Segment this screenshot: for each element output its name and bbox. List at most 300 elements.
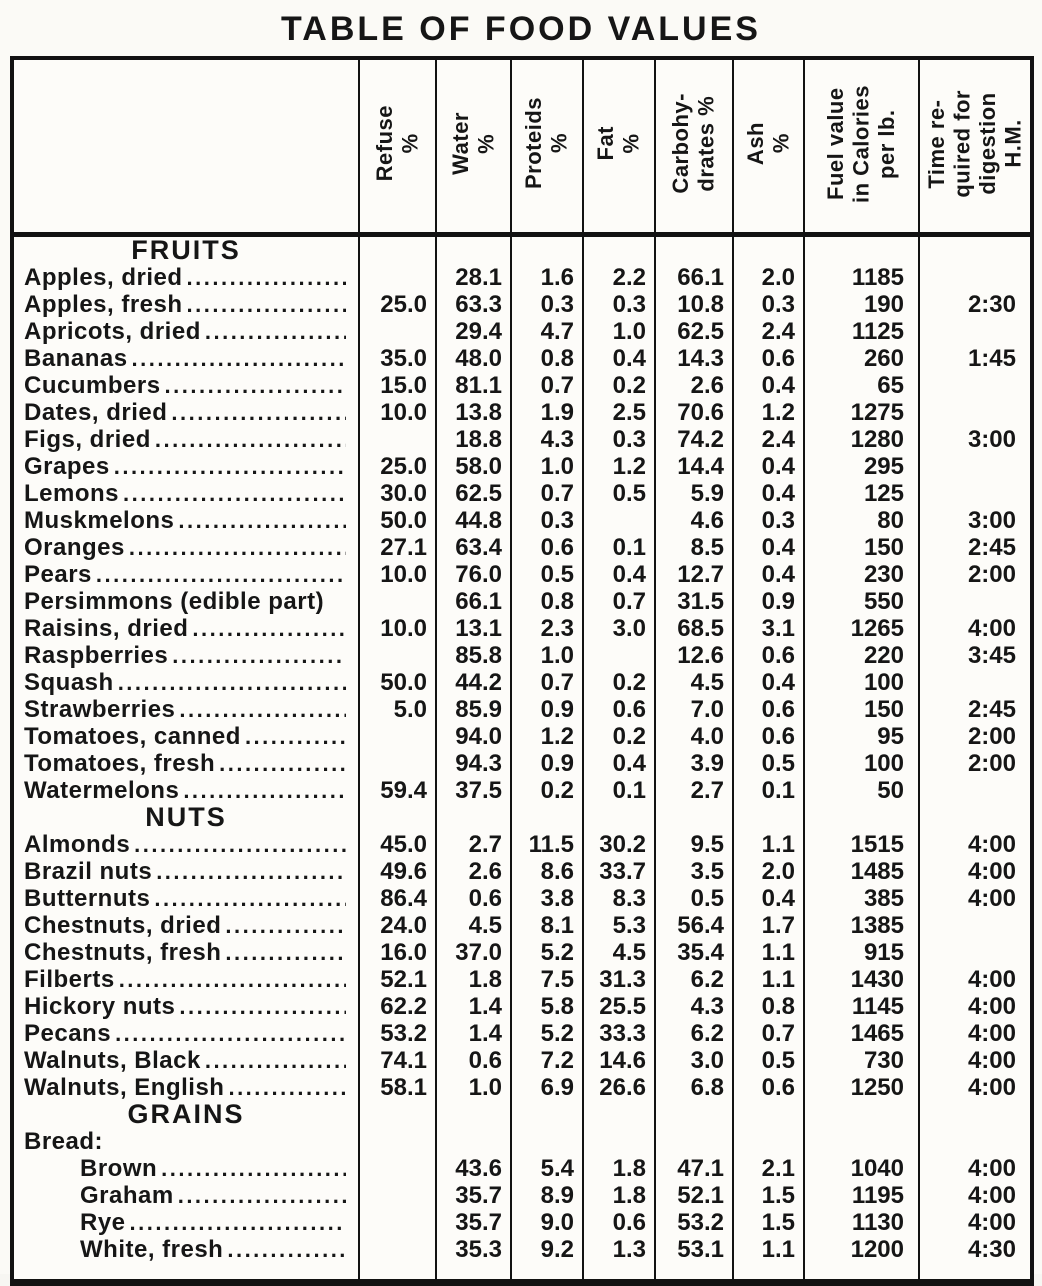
table-row <box>12 534 1032 561</box>
food-name: Hickory nuts <box>24 993 176 1020</box>
section-header-row-fruits <box>12 235 1032 265</box>
value-cell-refuse: 24.0 <box>359 912 436 939</box>
empty-cell <box>436 804 511 831</box>
value-cell-fuel_value: 150 <box>804 534 919 561</box>
empty-cell <box>436 235 511 265</box>
value-cell-fat: 25.5 <box>583 993 655 1020</box>
value-cell-water: 28.1 <box>436 264 511 291</box>
food-name-wrap <box>24 885 346 912</box>
table-header <box>12 58 1032 235</box>
value-cell-digestion_time <box>919 318 1032 345</box>
value-cell-ash: 0.6 <box>733 723 804 750</box>
value-cell-fuel_value: 1385 <box>804 912 919 939</box>
table-row <box>12 939 1032 966</box>
value-cell-fat: 2.5 <box>583 399 655 426</box>
food-name-wrap <box>24 669 346 696</box>
value-cell-water: 35.7 <box>436 1209 511 1236</box>
value-cell-fat: 3.0 <box>583 615 655 642</box>
food-name-cell <box>12 831 359 858</box>
value-cell-proteids: 4.7 <box>511 318 583 345</box>
value-cell-fuel_value: 1130 <box>804 1209 919 1236</box>
food-name-cell <box>12 291 359 318</box>
value-cell-digestion_time: 2:30 <box>919 291 1032 318</box>
value-cell-water: 76.0 <box>436 561 511 588</box>
value-cell-fuel_value: 1485 <box>804 858 919 885</box>
column-header-label-fuel_value: Fuel value in Calories per lb. <box>823 84 900 203</box>
value-cell-ash: 1.1 <box>733 966 804 993</box>
food-name-wrap <box>24 696 346 723</box>
value-cell-digestion_time <box>919 912 1032 939</box>
value-cell-refuse: 27.1 <box>359 534 436 561</box>
food-name: Filberts <box>24 966 115 993</box>
value-cell-fuel_value: 1185 <box>804 264 919 291</box>
value-cell-water: 13.8 <box>436 399 511 426</box>
value-cell-refuse: 25.0 <box>359 453 436 480</box>
dot-leader <box>179 696 346 723</box>
value-cell-fuel_value: 1195 <box>804 1182 919 1209</box>
food-name-cell <box>12 939 359 966</box>
value-cell-proteids: 7.2 <box>511 1047 583 1074</box>
value-cell-fat: 2.2 <box>583 264 655 291</box>
value-cell-digestion_time: 3:45 <box>919 642 1032 669</box>
value-cell-digestion_time <box>919 588 1032 615</box>
value-cell-fat: 1.3 <box>583 1236 655 1263</box>
food-name-wrap <box>24 615 346 642</box>
value-cell-water: 43.6 <box>436 1155 511 1182</box>
value-cell-fat: 0.6 <box>583 1209 655 1236</box>
value-cell-fat: 14.6 <box>583 1047 655 1074</box>
column-header-label-digestion_time: Time re- quired for digestion H.M. <box>923 89 1026 198</box>
dot-leader <box>119 966 346 993</box>
food-name: Dates, dried <box>24 399 168 426</box>
value-cell-fat: 0.4 <box>583 345 655 372</box>
value-cell-fuel_value: 1430 <box>804 966 919 993</box>
column-header-fat <box>583 58 655 235</box>
value-cell-ash: 1.1 <box>733 831 804 858</box>
value-cell-refuse: 35.0 <box>359 345 436 372</box>
empty-cell <box>804 235 919 265</box>
value-cell-digestion_time: 4:00 <box>919 615 1032 642</box>
value-cell-fat: 0.3 <box>583 291 655 318</box>
dot-leader <box>132 345 346 372</box>
column-header-carbohydrates <box>655 58 733 235</box>
value-cell-proteids: 0.2 <box>511 777 583 804</box>
empty-cell <box>655 804 733 831</box>
value-cell-ash: 0.6 <box>733 696 804 723</box>
empty-cell <box>733 804 804 831</box>
value-cell-carbohydrates: 5.9 <box>655 480 733 507</box>
dot-leader <box>123 480 346 507</box>
value-cell-fuel_value: 100 <box>804 669 919 696</box>
value-cell-refuse: 59.4 <box>359 777 436 804</box>
value-cell-refuse: 16.0 <box>359 939 436 966</box>
empty-cell <box>511 804 583 831</box>
food-name-cell <box>12 1128 359 1155</box>
value-cell-digestion_time: 2:00 <box>919 723 1032 750</box>
food-name-cell <box>12 318 359 345</box>
dot-leader <box>219 750 346 777</box>
food-name-cell <box>12 993 359 1020</box>
table-row <box>12 1074 1032 1101</box>
value-cell-carbohydrates: 62.5 <box>655 318 733 345</box>
value-cell-water: 85.9 <box>436 696 511 723</box>
food-name-wrap <box>24 291 346 318</box>
value-cell-refuse: 86.4 <box>359 885 436 912</box>
value-cell-fat: 33.3 <box>583 1020 655 1047</box>
value-cell-fuel_value: 50 <box>804 777 919 804</box>
table-row <box>12 885 1032 912</box>
food-name-cell <box>12 453 359 480</box>
value-cell-water: 4.5 <box>436 912 511 939</box>
empty-cell <box>511 235 583 265</box>
value-cell-fuel_value: 80 <box>804 507 919 534</box>
value-cell-water: 81.1 <box>436 372 511 399</box>
value-cell-ash: 0.4 <box>733 534 804 561</box>
column-header-proteids <box>511 58 583 235</box>
value-cell-refuse <box>359 642 436 669</box>
value-cell-digestion_time: 4:00 <box>919 885 1032 912</box>
food-name-wrap <box>24 939 346 966</box>
value-cell-fuel_value: 1250 <box>804 1074 919 1101</box>
food-name: Muskmelons <box>24 507 175 534</box>
value-cell-water: 62.5 <box>436 480 511 507</box>
value-cell-refuse: 62.2 <box>359 993 436 1020</box>
value-cell-digestion_time: 4:30 <box>919 1236 1032 1263</box>
empty-cell <box>511 1101 583 1128</box>
food-name-wrap <box>80 1155 346 1182</box>
value-cell-digestion_time: 1:45 <box>919 345 1032 372</box>
food-name-wrap <box>24 318 346 345</box>
value-cell-digestion_time: 2:45 <box>919 696 1032 723</box>
food-values-table <box>10 56 1034 1286</box>
value-cell-fuel_value: 915 <box>804 939 919 966</box>
spacer-row <box>12 1263 1032 1283</box>
value-cell-ash: 1.2 <box>733 399 804 426</box>
dot-leader <box>115 1020 346 1047</box>
dot-leader <box>129 534 346 561</box>
column-header-digestion_time <box>919 58 1032 235</box>
value-cell-carbohydrates: 14.3 <box>655 345 733 372</box>
value-cell-refuse <box>359 750 436 777</box>
table-row <box>12 696 1032 723</box>
value-cell-ash: 1.7 <box>733 912 804 939</box>
column-header-label-water: Water % <box>447 112 499 175</box>
empty-cell <box>583 1101 655 1128</box>
food-name-wrap <box>24 777 346 804</box>
value-cell-fuel_value: 1200 <box>804 1236 919 1263</box>
value-cell-proteids: 9.0 <box>511 1209 583 1236</box>
section-title-grains: GRAINS <box>127 1099 245 1129</box>
food-name-cell <box>12 1236 359 1263</box>
value-cell-proteids: 8.1 <box>511 912 583 939</box>
value-cell-water: 66.1 <box>436 588 511 615</box>
value-cell-refuse: 50.0 <box>359 669 436 696</box>
dot-leader <box>134 831 346 858</box>
value-cell-fat: 1.8 <box>583 1155 655 1182</box>
food-name-wrap <box>80 1209 346 1236</box>
value-cell-carbohydrates: 3.5 <box>655 858 733 885</box>
value-cell-proteids: 8.9 <box>511 1182 583 1209</box>
food-name-wrap <box>24 372 346 399</box>
value-cell-carbohydrates: 4.0 <box>655 723 733 750</box>
dot-leader <box>179 993 346 1020</box>
value-cell-refuse: 30.0 <box>359 480 436 507</box>
value-cell-carbohydrates: 12.7 <box>655 561 733 588</box>
empty-cell <box>655 235 733 265</box>
food-name-wrap <box>24 480 346 507</box>
value-cell-water: 44.2 <box>436 669 511 696</box>
value-cell-digestion_time: 2:45 <box>919 534 1032 561</box>
dot-leader <box>171 399 346 426</box>
food-name-cell <box>12 1209 359 1236</box>
value-cell-refuse <box>359 1155 436 1182</box>
value-cell-ash: 0.6 <box>733 1074 804 1101</box>
value-cell-refuse <box>359 1128 436 1155</box>
value-cell-ash: 0.6 <box>733 642 804 669</box>
value-cell-fuel_value: 100 <box>804 750 919 777</box>
value-cell-fuel_value: 1515 <box>804 831 919 858</box>
value-cell-carbohydrates: 31.5 <box>655 588 733 615</box>
dot-leader <box>187 264 346 291</box>
empty-cell <box>583 1263 655 1283</box>
value-cell-fat: 0.4 <box>583 750 655 777</box>
value-cell-water: 29.4 <box>436 318 511 345</box>
value-cell-ash: 2.0 <box>733 264 804 291</box>
food-name: Lemons <box>24 480 120 507</box>
value-cell-fat: 0.6 <box>583 696 655 723</box>
food-name: Brazil nuts <box>24 858 153 885</box>
empty-cell <box>655 1263 733 1283</box>
value-cell-proteids: 1.0 <box>511 642 583 669</box>
value-cell-carbohydrates: 10.8 <box>655 291 733 318</box>
value-cell-fat: 1.8 <box>583 1182 655 1209</box>
value-cell-digestion_time <box>919 372 1032 399</box>
value-cell-ash: 0.3 <box>733 291 804 318</box>
value-cell-proteids: 2.3 <box>511 615 583 642</box>
value-cell-carbohydrates: 53.2 <box>655 1209 733 1236</box>
table-row <box>12 750 1032 777</box>
food-name-wrap <box>24 966 346 993</box>
table-row <box>12 858 1032 885</box>
value-cell-carbohydrates: 66.1 <box>655 264 733 291</box>
food-name-cell <box>12 1047 359 1074</box>
value-cell-ash: 3.1 <box>733 615 804 642</box>
food-name-cell <box>12 642 359 669</box>
column-header-label-ash: Ash % <box>742 121 794 166</box>
column-header-fuel_value <box>804 58 919 235</box>
page-title: TABLE OF FOOD VALUES <box>281 10 761 48</box>
section-header-row-grains <box>12 1101 1032 1128</box>
dot-leader <box>165 372 346 399</box>
dot-leader <box>183 777 346 804</box>
table-row <box>12 1209 1032 1236</box>
value-cell-proteids: 8.6 <box>511 858 583 885</box>
food-name-wrap <box>80 1182 346 1209</box>
value-cell-ash: 0.4 <box>733 480 804 507</box>
value-cell-fuel_value: 1265 <box>804 615 919 642</box>
empty-cell <box>511 1263 583 1283</box>
food-name: White, fresh <box>80 1236 224 1263</box>
food-name-wrap <box>24 993 346 1020</box>
food-name: Squash <box>24 669 114 696</box>
value-cell-proteids: 0.7 <box>511 669 583 696</box>
value-cell-refuse: 53.2 <box>359 1020 436 1047</box>
value-cell-digestion_time: 4:00 <box>919 858 1032 885</box>
value-cell-digestion_time: 4:00 <box>919 1047 1032 1074</box>
value-cell-fat <box>583 642 655 669</box>
value-cell-carbohydrates: 4.6 <box>655 507 733 534</box>
value-cell-fat: 31.3 <box>583 966 655 993</box>
value-cell-digestion_time: 2:00 <box>919 561 1032 588</box>
value-cell-proteids: 6.9 <box>511 1074 583 1101</box>
value-cell-proteids: 1.0 <box>511 453 583 480</box>
food-name: Rye <box>80 1209 126 1236</box>
value-cell-fat: 0.2 <box>583 723 655 750</box>
value-cell-fat: 0.7 <box>583 588 655 615</box>
value-cell-fat: 0.2 <box>583 372 655 399</box>
value-cell-refuse <box>359 1182 436 1209</box>
food-name-cell <box>12 912 359 939</box>
value-cell-proteids: 0.9 <box>511 750 583 777</box>
value-cell-ash: 0.4 <box>733 453 804 480</box>
food-name: Bananas <box>24 345 128 372</box>
empty-cell <box>12 1263 359 1283</box>
dot-leader <box>161 1155 346 1182</box>
value-cell-digestion_time: 4:00 <box>919 1020 1032 1047</box>
dot-leader <box>187 291 346 318</box>
column-header-name <box>12 58 359 235</box>
food-name-cell <box>12 885 359 912</box>
value-cell-carbohydrates: 53.1 <box>655 1236 733 1263</box>
value-cell-ash: 0.4 <box>733 372 804 399</box>
value-cell-ash: 2.4 <box>733 318 804 345</box>
value-cell-fuel_value: 295 <box>804 453 919 480</box>
table-row <box>12 912 1032 939</box>
table-body <box>12 235 1032 1283</box>
value-cell-fuel_value: 65 <box>804 372 919 399</box>
food-name-cell <box>12 534 359 561</box>
value-cell-ash: 1.1 <box>733 939 804 966</box>
food-name: Tomatoes, canned <box>24 723 241 750</box>
food-name-cell <box>12 345 359 372</box>
column-header-label-proteids: Proteids % <box>521 97 572 190</box>
table-row <box>12 993 1032 1020</box>
value-cell-carbohydrates: 0.5 <box>655 885 733 912</box>
food-name-wrap <box>24 912 346 939</box>
value-cell-refuse: 45.0 <box>359 831 436 858</box>
value-cell-fuel_value: 190 <box>804 291 919 318</box>
dot-leader <box>205 318 346 345</box>
dot-leader <box>192 615 346 642</box>
table-row <box>12 1155 1032 1182</box>
table-row <box>12 723 1032 750</box>
value-cell-water: 1.0 <box>436 1074 511 1101</box>
value-cell-ash: 0.5 <box>733 1047 804 1074</box>
value-cell-water: 63.3 <box>436 291 511 318</box>
empty-cell <box>804 1263 919 1283</box>
value-cell-fat <box>583 1128 655 1155</box>
table-row <box>12 561 1032 588</box>
value-cell-water <box>436 1128 511 1155</box>
food-name-cell <box>12 615 359 642</box>
table-row <box>12 507 1032 534</box>
value-cell-refuse <box>359 264 436 291</box>
column-header-label-refuse: Refuse % <box>371 105 423 182</box>
value-cell-ash <box>733 1128 804 1155</box>
value-cell-fuel_value: 230 <box>804 561 919 588</box>
food-name-cell <box>12 372 359 399</box>
dot-leader <box>178 507 346 534</box>
value-cell-fuel_value: 1280 <box>804 426 919 453</box>
value-cell-ash: 0.5 <box>733 750 804 777</box>
food-name: Chestnuts, fresh <box>24 939 222 966</box>
value-cell-carbohydrates: 6.8 <box>655 1074 733 1101</box>
food-name: Apples, dried <box>24 264 183 291</box>
value-cell-water: 0.6 <box>436 1047 511 1074</box>
food-name: Butternuts <box>24 885 151 912</box>
value-cell-fat: 8.3 <box>583 885 655 912</box>
value-cell-proteids: 1.6 <box>511 264 583 291</box>
value-cell-refuse: 10.0 <box>359 561 436 588</box>
value-cell-water: 0.6 <box>436 885 511 912</box>
value-cell-carbohydrates: 52.1 <box>655 1182 733 1209</box>
food-name: Pecans <box>24 1020 112 1047</box>
value-cell-water: 1.4 <box>436 1020 511 1047</box>
food-name: Pears <box>24 561 92 588</box>
value-cell-refuse: 10.0 <box>359 615 436 642</box>
value-cell-refuse <box>359 318 436 345</box>
empty-cell <box>655 1101 733 1128</box>
value-cell-ash: 0.4 <box>733 885 804 912</box>
value-cell-digestion_time <box>919 399 1032 426</box>
value-cell-digestion_time <box>919 777 1032 804</box>
value-cell-digestion_time <box>919 1128 1032 1155</box>
dot-leader <box>156 858 346 885</box>
food-name-wrap <box>24 723 346 750</box>
section-header-row-nuts <box>12 804 1032 831</box>
table-row <box>12 966 1032 993</box>
section-title-fruits: FRUITS <box>131 235 241 265</box>
value-cell-fuel_value: 220 <box>804 642 919 669</box>
table-row <box>12 777 1032 804</box>
table-row <box>12 1236 1032 1263</box>
value-cell-digestion_time: 2:00 <box>919 750 1032 777</box>
food-name: Apricots, dried <box>24 318 201 345</box>
table-row <box>12 399 1032 426</box>
value-cell-carbohydrates: 74.2 <box>655 426 733 453</box>
value-cell-water: 13.1 <box>436 615 511 642</box>
value-cell-carbohydrates <box>655 1128 733 1155</box>
value-cell-proteids: 0.9 <box>511 696 583 723</box>
value-cell-digestion_time <box>919 264 1032 291</box>
empty-cell <box>436 1101 511 1128</box>
value-cell-ash: 1.5 <box>733 1209 804 1236</box>
table-row <box>12 372 1032 399</box>
value-cell-ash: 2.0 <box>733 858 804 885</box>
empty-cell <box>733 235 804 265</box>
value-cell-fuel_value: 1465 <box>804 1020 919 1047</box>
food-name: Walnuts, Black <box>24 1047 201 1074</box>
food-name: Apples, fresh <box>24 291 183 318</box>
value-cell-proteids: 0.7 <box>511 480 583 507</box>
value-cell-digestion_time: 4:00 <box>919 1182 1032 1209</box>
value-cell-ash: 0.4 <box>733 561 804 588</box>
food-name-wrap <box>24 1128 346 1155</box>
value-cell-proteids: 0.7 <box>511 372 583 399</box>
food-name: Bread: <box>24 1128 104 1155</box>
value-cell-carbohydrates: 35.4 <box>655 939 733 966</box>
empty-cell <box>733 1101 804 1128</box>
